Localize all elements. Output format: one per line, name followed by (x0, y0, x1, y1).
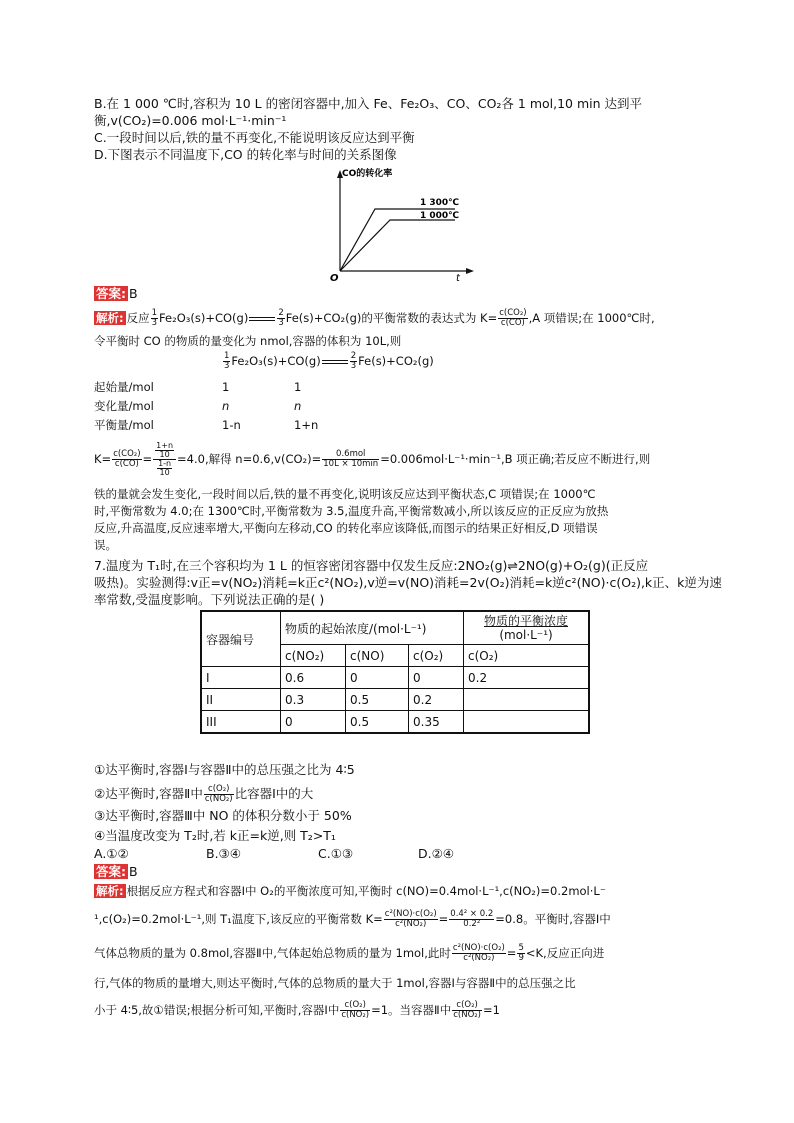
option-d: D.下图表示不同温度下,CO 的转化率与时间的关系图像 (94, 147, 397, 162)
ice-row-1: 起始量/mol (94, 380, 154, 394)
explain-2-line1: 解析: 根据反应方程式和容器Ⅰ中 O₂的平衡浓度可知,平衡时 c(NO)=0.4mol·L⁻¹,c(NO₂)=0.2mol·L⁻ (96, 884, 606, 898)
explain-1-line4: 铁的量就会发生变化,一段时间以后,铁的量不再变化,说明该反应达到平衡状态,C 项错误;在 1000℃ (94, 487, 596, 501)
q7-line2: 吸热)。实验测得:v正=v(NO₂)消耗=k正c²(NO₂),v逆=v(NO)消耗=2v(O₂)消耗=k逆c²(NO)·c(O₂),k正、k逆为速 (94, 575, 722, 590)
option-b-line2: 衡,v(CO₂)=0.006 mol·L⁻¹·min⁻¹ (94, 113, 287, 128)
graph-x-arrow (466, 268, 474, 274)
equation: $\frac{1}{3}$ Fe₂O₃(s)+CO(g) $\frac{2}{3}$ Fe(s)+CO₂(g) (224, 351, 434, 371)
graph-xlabel: t (456, 273, 460, 284)
table-row: III 0 0.5 0.35 (201, 711, 589, 734)
statement-3: ③达平衡时,容器Ⅲ中 NO 的体积分数小于 50% (94, 808, 352, 823)
ice-row-2: 变化量/mol (94, 399, 154, 413)
q7-line3: 率常数,受温度影响。下列说法正确的是( ) (94, 592, 325, 607)
label-1300: 1 300℃ (420, 198, 460, 208)
curve-1000 (340, 220, 455, 271)
explain-2-line2: ¹,c(O₂)=0.2mol·L⁻¹,则 T₁温度下,该反应的平衡常数 K= $\frac{\text{c²(NO)·c(O₂)}}{\text{c²(NO₂)}}$ = $\frac{\text{0.4² × 0.2}}{\text{0.2²}}$ =0.8。平衡时,容器Ⅰ中 (94, 909, 611, 929)
conversion-graph (320, 165, 480, 285)
answer-1: 答案: B (96, 286, 138, 301)
k-calculation: K= $\frac{\text{c(CO₂)}}{c(CO)}$ = $\frac{\frac{1+n}{10}}{\frac{1-n}{10}}$ =4.0,解得 n=0.6,v(CO₂)= $\frac{\text{0.6mol}}{10L \times 10\min}$ =0.006mol·L⁻¹·min⁻¹,B 项正确;若反应不断进行,则 (94, 441, 651, 477)
option-c: C.一段时间以后,铁的量不再变化,不能说明该反应达到平衡 (94, 130, 415, 145)
explain-tag: 解析: (96, 311, 124, 325)
explain-2-line5: 小于 4∶5,故①错误;根据分析可知,平衡时,容器Ⅰ中 $\frac{\text{c(O₂)}}{\text{c(NO₂)}}$ =1。当容器Ⅱ中 $\frac{\text{c(O₂)}}{\text{c(NO₂)}}$ =1 (94, 1000, 500, 1020)
explain-1-line5: 时,平衡常数为 4.0;在 1300℃时,平衡常数为 3.5,温度升高,平衡常数减小,所以该反应的正反应为放热 (94, 504, 609, 518)
statement-1: ①达平衡时,容器Ⅰ与容器Ⅱ中的总压强之比为 4∶5 (94, 762, 355, 777)
graph-ylabel: CO的转化率 (342, 169, 393, 179)
options: A.①② B.③④ C.①③ D.②④ (94, 846, 455, 861)
th-equilibrium: 物质的平衡浓度 (mol·L⁻¹) (464, 611, 590, 645)
table-row: I 0.6 0 0 0.2 (201, 667, 589, 689)
ice-row-3: 平衡量/mol (94, 418, 154, 432)
table-row: II 0.3 0.5 0.2 (201, 689, 589, 711)
explain-2-line4: 行,气体的物质的量增大,则达平衡时,气体的总物质的量大于 1mol,容器Ⅰ与容器Ⅱ中的总压强之比 (94, 976, 576, 990)
equilibrium-arrow (249, 317, 275, 321)
explain-1-line2: 令平衡时 CO 的物质的量变化为 nmol,容器的体积为 10L,则 (94, 334, 402, 348)
explain-1-line1: 解析: 反应 $\frac{1}{3}$ Fe₂O₃(s)+CO(g) $\frac{2}{3}$ Fe(s)+CO₂(g)的平衡常数的表达式为 K= $\frac{\text{c(CO₂)}}{c(CO)}$ ,A 项错误;在 1000℃时, (96, 308, 655, 328)
data-table: 容器编号 物质的起始浓度/(mol·L⁻¹) 物质的平衡浓度 (mol·L⁻¹) c(NO₂) c(NO) c(O₂) c(O₂) I 0.6 0 0 0.2 II 0.3 0.5 0.2 III 0 0.5 0.35 (200, 610, 590, 734)
statement-4: ④当温度改变为 T₂时,若 k正=k逆,则 T₂>T₁ (94, 828, 336, 843)
explain-2-line3: 气体总物质的量为 0.8mol,容器Ⅱ中,气体起始总物质的量为 1mol,此时 $\frac{\text{c²(NO)·c(O₂)}}{\text{c²(NO₂)}}$ = $\frac{5}{9}$ <K,反应正向进 (94, 943, 605, 963)
explain-1-line7: 误。 (94, 538, 117, 552)
th-initial: 物质的起始浓度/(mol·L⁻¹) (281, 611, 464, 645)
statement-2: ②达平衡时,容器Ⅱ中 $\frac{\text{c(O₂)}}{\text{c(NO₂)}}$ 比容器Ⅰ中的大 (94, 784, 314, 804)
explain-1-line6: 反应,升高温度,反应速率增大,平衡向左移动,CO 的转化率应该降低,而图示的结果正好相反,D 项错误 (94, 521, 598, 535)
q7-line1: 7.温度为 T₁时,在三个容积均为 1 L 的恒容密闭容器中仅发生反应:2NO₂(g)⇌2NO(g)+O₂(g)(正反应 (94, 558, 649, 573)
th-container: 容器编号 (201, 611, 281, 667)
label-1000: 1 000℃ (420, 211, 460, 221)
answer-2: 答案: B (96, 864, 138, 879)
graph-origin: O (330, 273, 339, 284)
option-b-line1: B.在 1 000 ℃时,容积为 10 L 的密闭容器中,加入 Fe、Fe₂O₃、CO、CO₂各 1 mol,10 min 达到平 (94, 96, 643, 111)
answer-tag: 答案: (96, 286, 126, 301)
